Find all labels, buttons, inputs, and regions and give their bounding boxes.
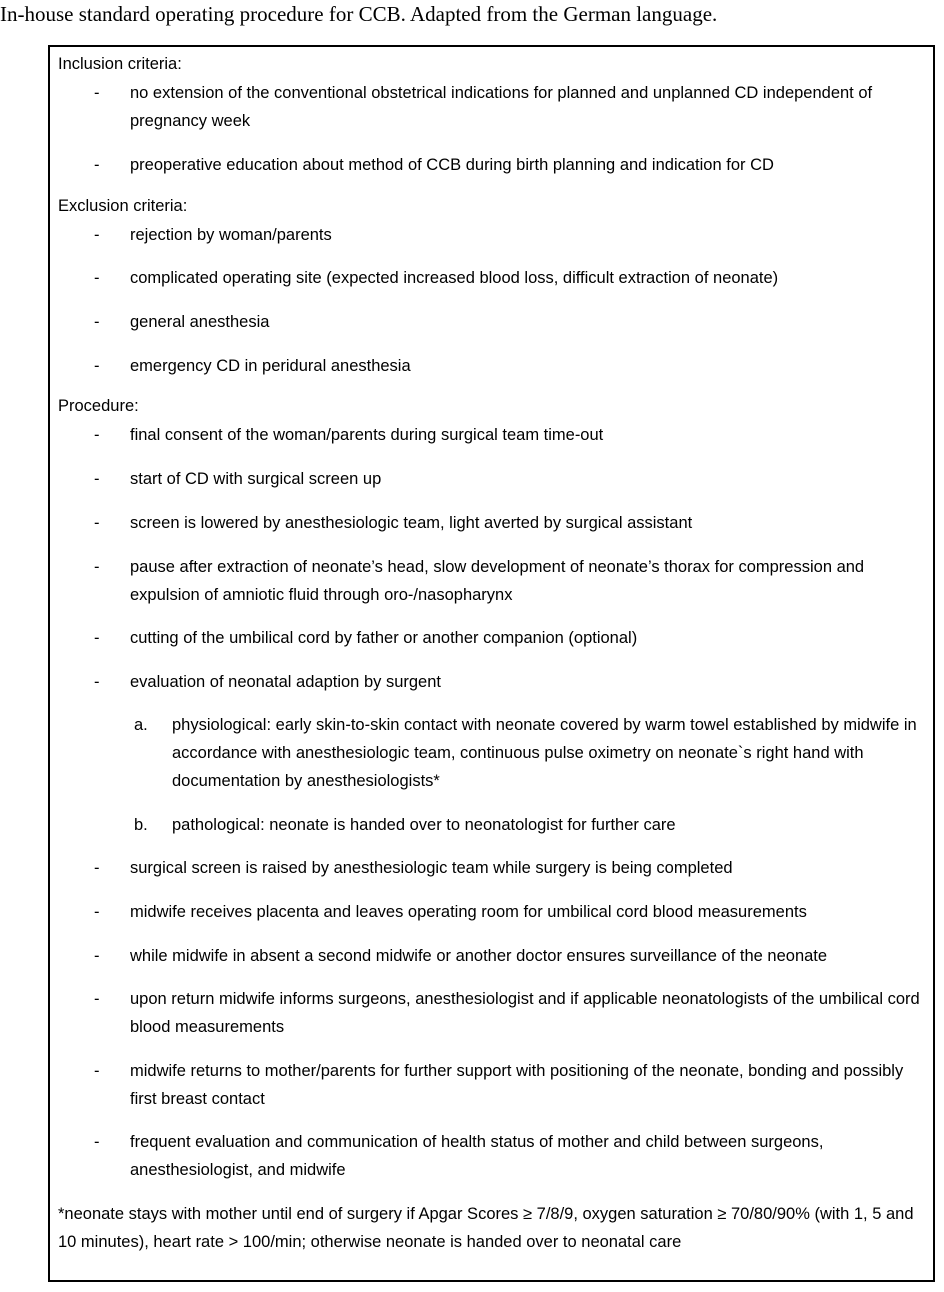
footnote: *neonate stays with mother until end of surgery if Apgar Scores ≥ 7/8/9, oxygen saturation ≥ 70/80/90% (with 1, 5 and 10 minutes), heart rate > 100/min; otherwise neonate is handed over to neonatal care xyxy=(58,1205,914,1251)
exclusion-heading: Exclusion criteria: xyxy=(58,197,188,215)
procedure-heading: Procedure: xyxy=(58,397,139,415)
figure-caption: In-house standard operating procedure for CCB. Adapted from the German language. xyxy=(0,2,718,26)
sop-box: Inclusion criteria: - no extension of the conventional obstetrical indications for planned and unplanned CD independent of pregnancy week - preoperative education about method of CCB during birth planning and indication for CD Exclusion criteria: - rejection by woman/parents - complicated operating site (expected increased blood loss, difficult extraction of neonate) - general anesthesia - emergency CD in peridural anesthesia Procedure: - final consent of the woman/parents during surgical team time-out - start of CD with surgical screen up - screen is lowered by anesthesiologic team, light averted by surgical assistant - pause after extraction of neonate’s head, slow development of neonate’s thorax for compression and expulsion of amniotic fluid through oro-/nasopharynx - cutting of the umbilical cord by father or another companion (optional) - evaluation of neonatal adaption by surgent a. physiological: early skin-to-skin contact with neonate covered by warm towel established by midwife in accordance with anesthesiologic team, continuous pulse oximetry on neonate`s right hand with documentation by anesthesiologists* b. pathological: neonate is handed over to neonatologist for further care - surgical screen is raised by anesthesiologic team while surgery is being completed - midwife receives placenta and leaves operating room for umbilical cord blood measurements - while midwife in absent a second midwife or another doctor ensures surveillance of the neonate - upon return midwife informs surgeons, anesthesiologist and if applicable neonatologists of the umbilical cord blood measurements - midwife returns to mother/parents for further support with positioning of the neonate, bonding and possibly first breast contact - frequent evaluation and communication of health status of mother and child between surgeons, anesthesiologist, and midwife *neonate stays with mother until end of surgery if Apgar Scores ≥ 7/8/9, oxygen saturation ≥ 70/80/90% (with 1, 5 and 10 minutes), heart rate > 100/min; otherwise neonate is handed over to neonatal care xyxy=(48,45,935,1282)
inclusion-heading: Inclusion criteria: xyxy=(58,55,182,73)
